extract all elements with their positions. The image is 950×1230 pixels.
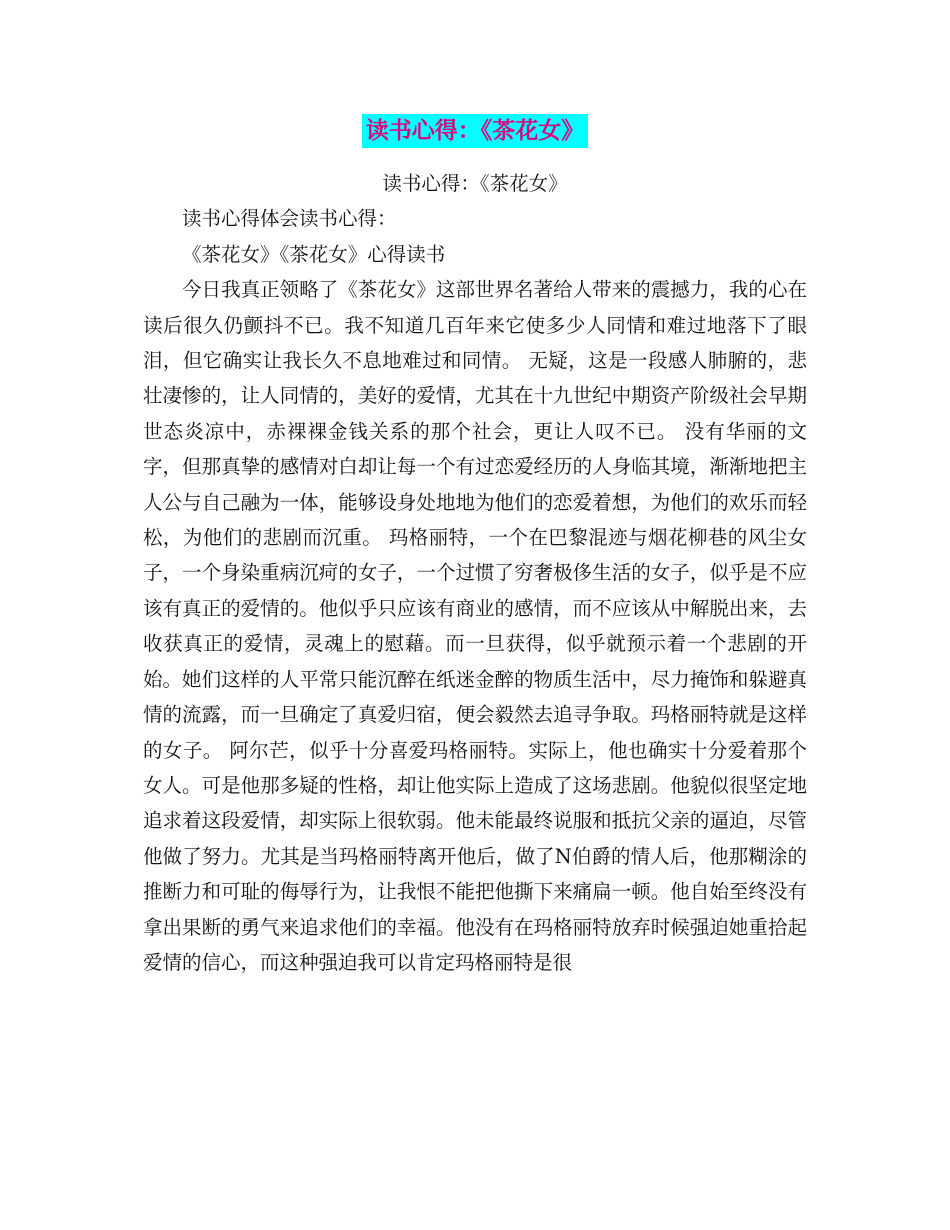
intro-line-1: 读书心得体会读书心得： <box>182 207 397 231</box>
main-paragraph: 今日我真正领略了《茶花女》这部世界名著给人带来的震撼力，我的心在读后很久仍颤抖不已。我不知道几百年来它使多少人同情和难过地落下了眼泪，但它确实让我长久不息地难过和同情。 无疑，这是一段感人肺腑的，悲壮凄惨的，让人同情的，美好的爱情，尤其在十九世纪中期资产阶级社会早期世态炎凉中，赤裸裸金钱关系的那个社会，更让人叹不已。 没有华丽的文字，但那真挚的感情对白却让每一个有过恋爱经历的人身临其境，渐渐地把主人公与自己融为一体，能够设身处地地为他们的恋爱着想，为他们的欢乐而轻松，为他们的悲剧而沉重。 玛格丽特，一个在巴黎混迹与烟花柳巷的风尘女子，一个身染重病沉疴的女子，一个过惯了穷奢极侈生活的女子，似乎是不应该有真正的爱情的。他似乎只应该有商业的感情，而不应该从中解脱出来，去收获真正的爱情，灵魂上的慰藉。而一旦获得，似乎就预示着一个悲剧的开始。她们这样的人平常只能沉醉在纸迷金醉的物质生活中，尽力掩饰和躲避真情的流露，而一旦确定了真爱归宿，便会毅然去追寻争取。玛格丽特就是这样的女子。 阿尔芒，似乎十分喜爱玛格丽特。实际上，他也确实十分爱着那个女人。可是他那多疑的性格，却让他实际上造成了这场悲剧。他貌似很坚定地追求着这段爱情，却实际上很软弱。他未能最终说服和抵抗父亲的逼迫，尽管他做了努力。尤其是当玛格丽特离开他后，做了N伯爵的情人后，他那糊涂的推断力和可耻的侮辱行为，让我恨不能把他撕下来痛扁一顿。他自始至终没有拿出果断的勇气来追求他们的幸福。他没有在玛格丽特放弃时候强迫她重拾起爱情的信心，而这种强迫我可以肯定玛格丽特是很 <box>143 278 807 974</box>
document-title-text: 读书心得：《茶花女》 <box>362 114 589 148</box>
document-subtitle: 读书心得：《茶花女》 <box>382 172 568 195</box>
document-title <box>0 109 950 148</box>
document-body <box>143 166 807 980</box>
intro-line-2: 《茶花女》《茶花女》心得读书 <box>182 242 446 266</box>
